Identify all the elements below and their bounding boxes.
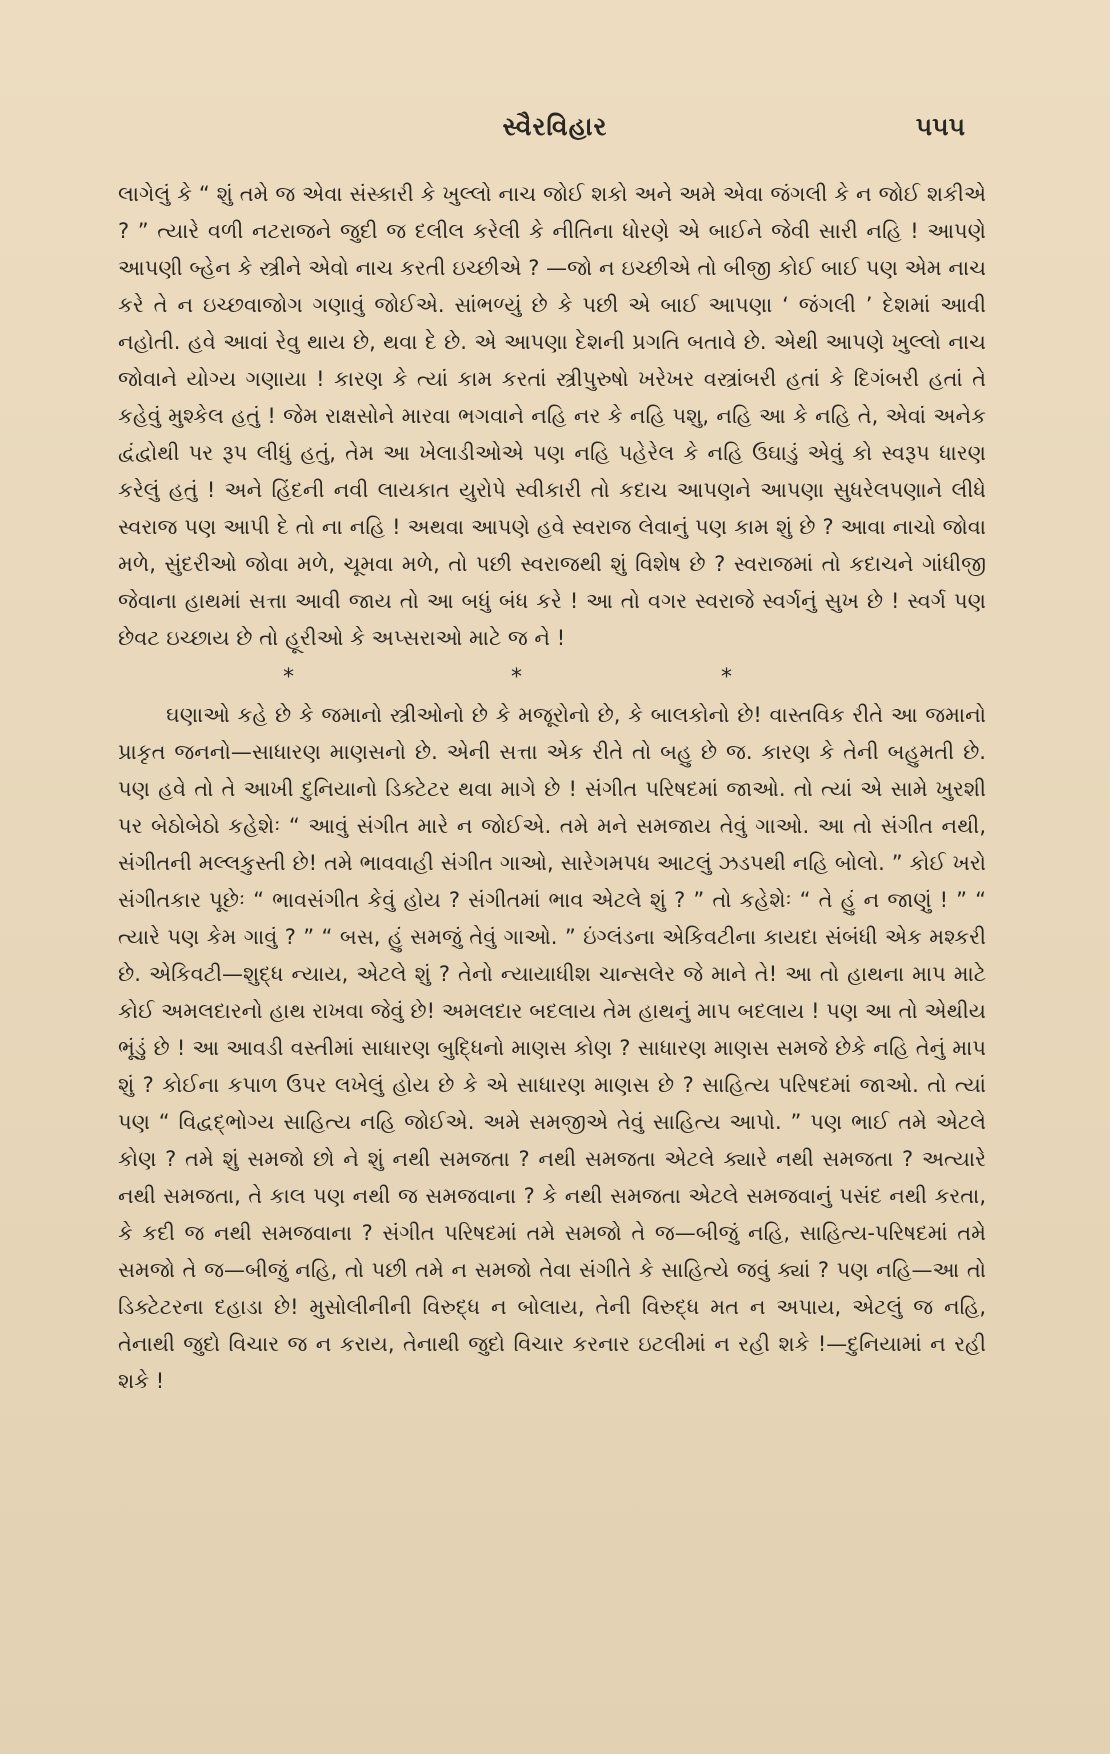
- running-title: સ્વૈરવિહાર: [502, 112, 608, 141]
- separator-star: *: [721, 665, 732, 690]
- page-number: ૫૫૫: [915, 112, 965, 141]
- running-head: [0, 112, 1110, 152]
- paragraph-2: ઘણાઓ કહે છે કે જમાનો સ્ત્રીઓનો છે કે મજૂરોનો છે, કે બાલકોનો છે! વાસ્તવિક રીતે આ જમાનો પ્રાકૃત જનનો—સાધારણ માણસનો છે. એની સત્તા એક રીતે તો બહુ છે જ. કારણ કે તેની બહુમતી છે. પણ હવે તો તે આખી દુનિયાનો ડિક્ટેટર થવા માગે છે ! સંગીત પરિષદમાં જાઓ. તો ત્યાં એ સામે ખુરશી પર બેઠોબેઠો કહેશેઃ “ આવું સંગીત મારે ન જોઈએ. તમે મને સમજાય તેવું ગાઓ. આ તો સંગીત નથી, સંગીતની મલ્લકુસ્તી છે! તમે ભાવવાહી સંગીત ગાઓ, સારેગમપધ આટલું ઝડપથી નહિ બોલો. ” કોઈ ખરો સંગીતકાર પૂછેઃ “ ભાવસંગીત કેવું હોય ? સંગીતમાં ભાવ એટલે શું ? ” તો કહેશેઃ “ તે હું ન જાણું ! ” “ ત્યારે પણ કેમ ગાવું ? ” “ બસ, હું સમજું તેવું ગાઓ. ” ઇંગ્લંડના એકિવટીના કાયદા સંબંધી એક મશ્કરી છે. એકિવટી—શુદ્ધ ન્યાય, એટલે શું ? તેનો ન્યાયાધીશ ચાન્સલેર જે માને તે! આ તો હાથના માપ માટે કોઈ અમલદારનો હાથ રાખવા જેવું છે! અમલદાર બદલાય તેમ હાથનું માપ બદલાય ! પણ આ તો એથીય ભૂંડું છે ! આ આવડી વસ્તીમાં સાધારણ બુદ્ધિનો માણસ કોણ ? સાધારણ માણસ સમજે છેકે નહિ તેનું માપ શું ? કોઈના કપાળ ઉપર લખેલું હોય છે કે એ સાધારણ માણસ છે ? સાહિત્ય પરિષદમાં જાઓ. તો ત્યાં પણ “ વિદ્વદ્ભોગ્ય સાહિત્ય નહિ જોઈએ. અમે સમજીએ તેવું સાહિત્ય આપો. ” પણ ભાઈ તમે એટલે કોણ ? તમે શું સમજો છો ને શું નથી સમજતા ? નથી સમજતા એટલે ક્યારે નથી સમજતા ? અત્યારે નથી સમજતા, તે કાલ પણ નથી જ સમજવાના ? કે નથી સમજતા એટલે સમજવાનું પસંદ નથી કરતા, કે કદી જ નથી સમજવાના ? સંગીત પરિષદમાં તમે સમજો તે જ—બીજું નહિ, સાહિત્ય-પરિષદમાં તમે સમજો તે જ—બીજું નહિ, તો પછી તમે ન સમજો તેવા સંગીતે કે સાહિત્યે જવું ક્યાં ? પણ નહિ—આ તો ડિક્ટેટરના દહાડા છે! મુસોલીનીની વિરુદ્ધ ન બોલાય, તેની વિરુદ્ધ મત ન અપાય, એટલું જ નહિ, તેનાથી જુદો વિચાર જ ન કરાય, તેનાથી જુદો વિચાર કરનાર ઇટલીમાં ન રહી શકે !—દુનિયામાં ન રહી શકે !: [118, 703, 986, 1393]
- body-text: [118, 176, 986, 1400]
- separator-star: *: [283, 665, 294, 690]
- separator-star: *: [511, 665, 522, 690]
- paragraph-1: લાગેલું કે “ શું તમે જ એવા સંસ્કારી કે ખુલ્લો નાચ જોઈ શકો અને અમે એવા જંગલી કે ન જોઈ શકીએ ? ” ત્યારે વળી નટરાજને જુદી જ દલીલ કરેલી કે નીતિના ધોરણે એ બાઈને જેવી સારી નહિ ! આપણે આપણી બ્હેન કે સ્ત્રીને એવો નાચ કરતી ઇચ્છીએ ? —જો ન ઇચ્છીએ તો બીજી કોઈ બાઈ પણ એમ નાચ કરે તે ન ઇચ્છવાજોગ ગણાવું જોઈએ. સાંભળ્યું છે કે પછી એ બાઈ આપણા ‘ જંગલી ’ દેશમાં આવી નહોતી. હવે આવાં રેવુ થાય છે, થવા દે છે. એ આપણા દેશની પ્રગતિ બતાવે છે. એથી આપણે ખુલ્લો નાચ જોવાને યોગ્ય ગણાયા ! કારણ કે ત્યાં કામ કરતાં સ્ત્રીપુરુષો ખરેખર વસ્ત્રાંબરી હતાં કે દિગંબરી હતાં તે કહેવું મુશ્કેલ હતું ! જેમ રાક્ષસોને મારવા ભગવાને નહિ નર કે નહિ પશુ, નહિ આ કે નહિ તે, એવાં અનેક દ્વંદ્વોથી પર રૂપ લીધું હતું, તેમ આ ખેલાડીઓએ પણ નહિ પહેરેલ કે નહિ ઉઘાડું એવું કો સ્વરૂપ ધારણ કરેલું હતું ! અને હિંદની નવી લાયકાત યુરોપે સ્વીકારી તો કદાચ આપણને આપણા સુધરેલપણાને લીધે સ્વરાજ પણ આપી દે તો ના નહિ ! અથવા આપણે હવે સ્વરાજ લેવાનું પણ કામ શું છે ? આવા નાચો જોવા મળે, સુંદરીઓ જોવા મળે, ચૂમવા મળે, તો પછી સ્વરાજથી શું વિશેષ છે ? સ્વરાજમાં તો કદાચને ગાંધીજી જેવાના હાથમાં સત્તા આવી જાય તો આ બધું બંધ કરે ! આ તો વગર સ્વરાજે સ્વર્ગનું સુખ છે ! સ્વર્ગ પણ છેવટ ઇચ્છાય છે તો હૂરીઓ કે અપ્સરાઓ માટે જ ને !: [118, 182, 986, 650]
- section-separator: [118, 663, 986, 693]
